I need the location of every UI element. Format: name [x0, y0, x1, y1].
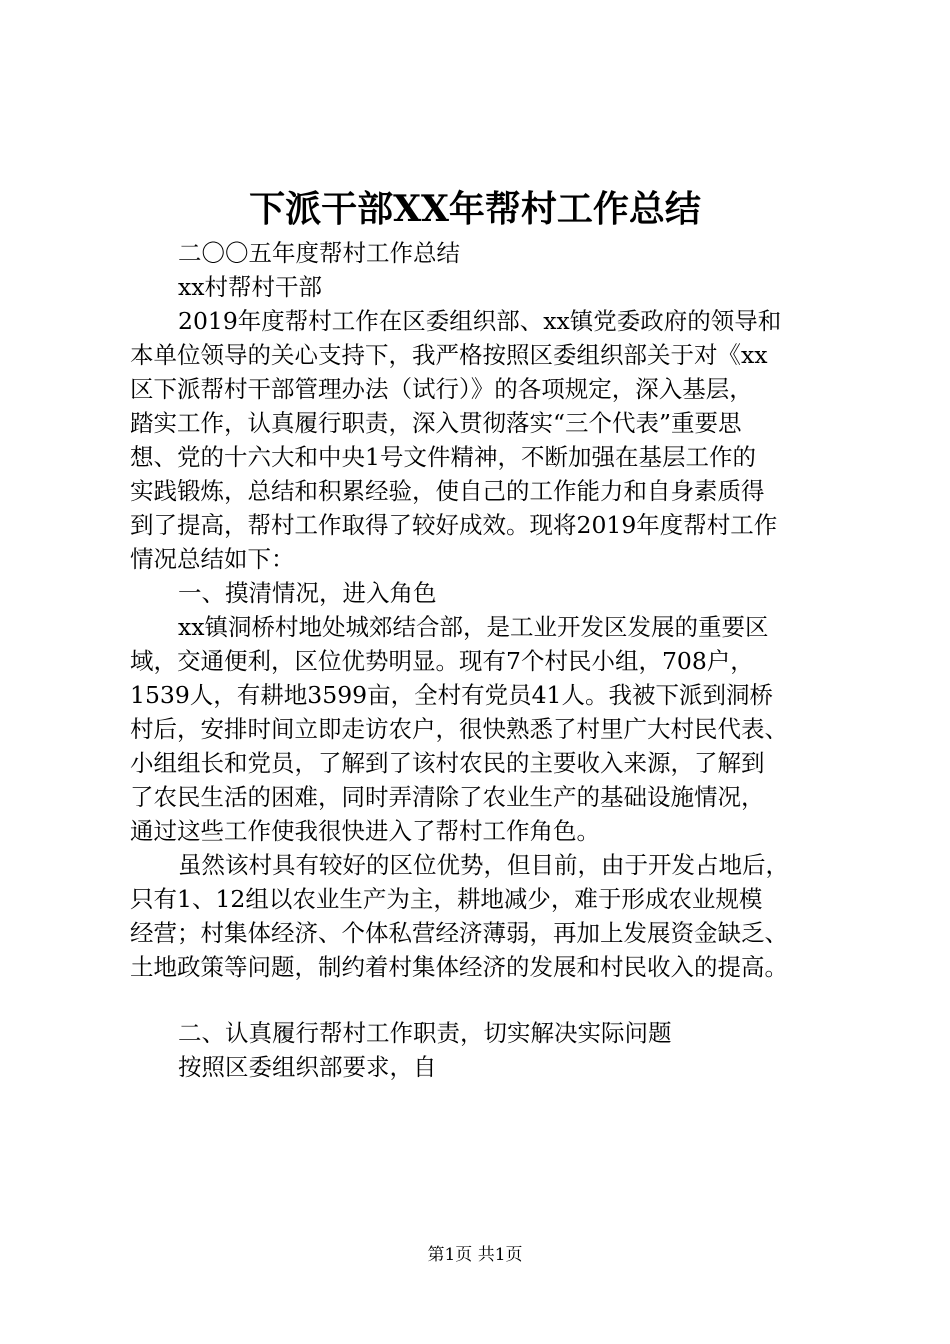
- paragraph-line: 经营；村集体经济、个体私营经济薄弱，再加上发展资金缺乏、: [130, 919, 788, 947]
- paragraph-line: 1539人，有耕地3599亩，全村有党员41人。我被下派到洞桥: [130, 681, 774, 709]
- paragraph-line: 了农民生活的困难，同时弄清除了农业生产的基础设施情况，: [130, 783, 765, 811]
- paragraph-line: 2019年度帮村工作在区委组织部、xx镇党委政府的领导和: [178, 307, 782, 335]
- section-heading: 一、摸清情况，进入角色: [178, 579, 437, 607]
- page-footer: 第1页 共1页: [427, 1245, 523, 1265]
- paragraph-line: 踏实工作，认真履行职责，深入贯彻落实“三个代表”重要思: [130, 409, 742, 437]
- section-heading: 二、认真履行帮村工作职责，切实解决实际问题: [178, 1019, 672, 1047]
- paragraph-line: 域，交通便利，区位优势明显。现有7个村民小组，708户，: [130, 647, 754, 675]
- page-title: 下派干部XX年帮村工作总结: [249, 188, 701, 230]
- paragraph-line: 虽然该村具有较好的区位优势，但目前，由于开发占地后，: [178, 851, 789, 879]
- paragraph-line: 情况总结如下：: [130, 545, 295, 573]
- paragraph-line: 小组组长和党员，了解到了该村农民的主要收入来源，了解到: [130, 749, 765, 777]
- paragraph-line: 按照区委组织部要求，自: [178, 1053, 437, 1081]
- paragraph-line: 土地政策等问题，制约着村集体经济的发展和村民收入的提高。: [130, 953, 788, 981]
- paragraph-line: 想、党的十六大和中央1号文件精神，不断加强在基层工作的: [130, 443, 756, 471]
- paragraph-line: 本单位领导的关心支持下，我严格按照区委组织部关于对《xx: [130, 341, 768, 369]
- paragraph-line: 只有1、12组以农业生产为主，耕地减少，难于形成农业规模: [130, 885, 763, 913]
- paragraph-line: xx镇洞桥村地处城郊结合部，是工业开发区发展的重要区: [178, 613, 769, 641]
- author-line: xx村帮村干部: [178, 273, 323, 301]
- paragraph-line: 区下派帮村干部管理办法（试行）》的各项规定，深入基层，: [130, 375, 753, 403]
- paragraph-line: 到了提高，帮村工作取得了较好成效。现将2019年度帮村工作: [130, 511, 778, 539]
- paragraph-line: 村后，安排时间立即走访农户，很快熟悉了村里广大村民代表、: [130, 715, 788, 743]
- paragraph-spacer: [130, 984, 848, 1016]
- paragraph-line: 通过这些工作使我很快进入了帮村工作角色。: [130, 817, 600, 845]
- subtitle-line: 二〇〇五年度帮村工作总结: [178, 239, 460, 267]
- document-body: [130, 236, 848, 1084]
- paragraph-line: 实践锻炼，总结和积累经验，使自己的工作能力和自身素质得: [130, 477, 765, 505]
